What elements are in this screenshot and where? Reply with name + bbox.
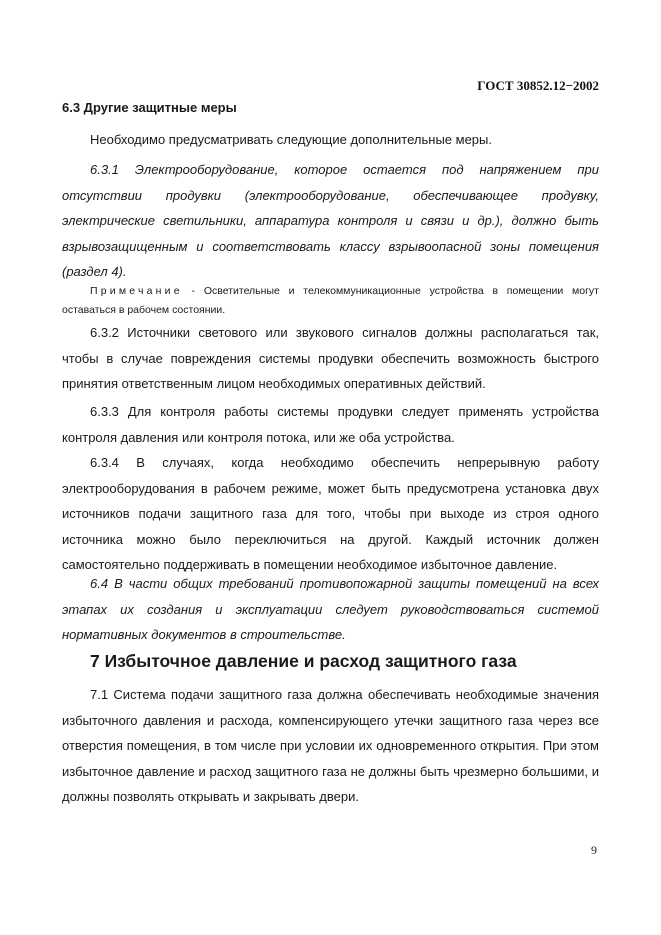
document-header xyxy=(477,78,599,94)
standard-year: 2002 xyxy=(573,78,599,93)
paragraph-6-3-1-line-1: 6.3.1 Электрооборудование, которое остается под напряжением при xyxy=(90,162,599,177)
paragraph-6-3-1-line-3: электрические светильники, аппаратура контроля и связи и др.), должно быть xyxy=(62,213,599,228)
note-text: - Осветительные и телекоммуникационные устройства в помещении могут оставаться в рабочем состоянии. xyxy=(62,285,599,316)
standard-dash: − xyxy=(565,78,573,93)
note xyxy=(62,282,599,320)
paragraph-6-3-1-line-2: отсутствии продувки (электрооборудование, обеспечивающее продувку, xyxy=(62,187,599,203)
paragraph-6-3-4: 6.3.4 В случаях, когда необходимо обеспечить непрерывную работу электрооборудования в рабочем режиме, может быть предусмотрена установка двух источников подачи защитного газа для того, чтобы при выходе из строя одного источника можно было переключиться на другой. Каждый источник должен самостоятельно поддерживать в помещении необходимое избыточное давление. xyxy=(62,455,599,572)
standard-code: ГОСТ 30852.12 xyxy=(477,78,566,93)
page-number: 9 xyxy=(591,843,597,857)
paragraph-6-4: 6.4 В части общих требований противопожарной защиты помещений на всех этапах их создания и эксплуатации следует руководствоваться системой нормативных документов в строительстве. xyxy=(62,576,599,642)
paragraph-6-3-1 xyxy=(62,157,599,285)
paragraph-6-3-3: 6.3.3 Для контроля работы системы продувки следует применять устройства контроля давления или контроля потока, или же оба устройства. xyxy=(62,404,599,445)
paragraph-6-3-2: 6.3.2 Источники светового или звукового сигналов должны располагаться так, чтобы в случае повреждения системы продувки обеспечить возможность быстрого принятия ответственным лицом необходимых оперативных действий. xyxy=(62,325,599,391)
section-7-title: 7 Избыточное давление и расход защитного газа xyxy=(90,651,517,671)
section-6-3-title: 6.3 Другие защитные меры xyxy=(62,100,237,115)
paragraph-6-3-1-line-5: (раздел 4). xyxy=(62,264,127,279)
note-label: Примечание xyxy=(90,285,183,297)
paragraph-7-1: 7.1 Система подачи защитного газа должна обеспечивать необходимые значения избыточного давления и расхода, компенсирующего утечки защитного газа через все отверстия помещения, в том числе при условии их одновременного открытия. При этом избыточное давление и расход защитного газа не должны быть чрезмерно большими, и должны позволять открывать и закрывать двери. xyxy=(62,687,599,804)
paragraph-6-3-1-line-4: взрывозащищенным и соответствовать классу взрывоопасной зоны помещения xyxy=(62,238,599,254)
section-6-3-intro: Необходимо предусматривать следующие дополнительные меры. xyxy=(90,132,492,147)
